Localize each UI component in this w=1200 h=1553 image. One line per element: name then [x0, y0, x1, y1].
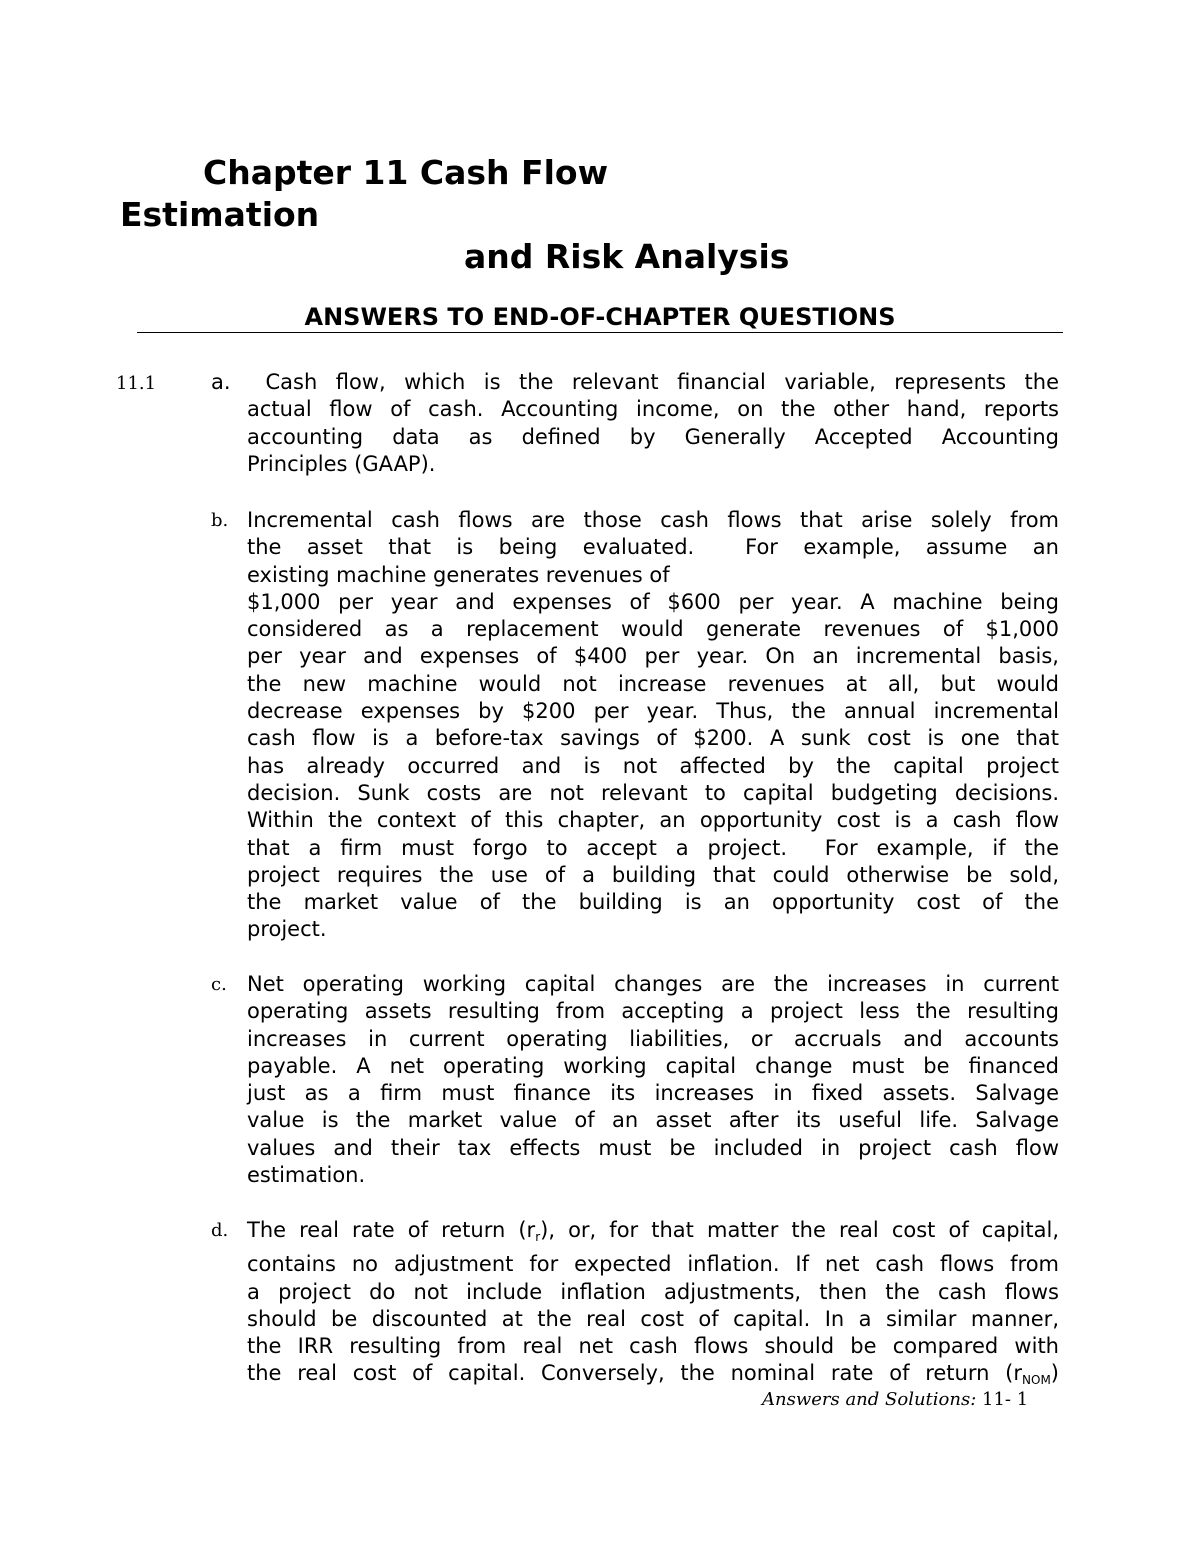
paragraph-line: cash flow is a before-tax savings of $200. A sunk cost is one that: [247, 726, 1059, 751]
paragraph-line: decrease expenses by $200 per year. Thus, the annual incremental: [247, 699, 1059, 724]
paragraph-line: considered as a replacement would generate revenues of $1,000: [247, 617, 1059, 642]
paragraph-line: Principles (GAAP).: [247, 451, 436, 476]
paragraph-line: project.: [247, 917, 327, 942]
question-number: 11.1: [116, 373, 157, 394]
answer-paragraph-a: [247, 369, 1059, 478]
paragraph-line: the market value of the building is an opportunity cost of the: [247, 890, 1059, 915]
chapter-title-line-2: Estimation: [120, 195, 320, 234]
paragraph-line: that a firm must forgo to accept a project. For example, if the: [247, 835, 1059, 860]
paragraph-line: per year and expenses of $400 per year. On an incremental basis,: [247, 644, 1059, 669]
paragraph-line: project requires the use of a building that could otherwise be sold,: [247, 862, 1059, 887]
line-text: the real cost of capital. Conversely, the nominal rate of return (r: [247, 1361, 1023, 1386]
answer-paragraph-b: [247, 507, 1059, 944]
line-text: ), or, for that matter the real cost of capital,: [540, 1218, 1059, 1242]
section-subheading: ANSWERS TO END-OF-CHAPTER QUESTIONS: [137, 302, 1063, 333]
chapter-title-line-3: and Risk Analysis: [464, 237, 790, 276]
answer-paragraph-c: [247, 971, 1059, 1189]
paragraph-line: $1,000 per year and expenses of $600 per year. A machine being: [247, 589, 1059, 614]
paragraph-line: estimation.: [247, 1163, 366, 1188]
paragraph-line: accounting data as defined by Generally Accepted Accounting: [247, 424, 1059, 449]
item-letter-b: b.: [211, 510, 229, 531]
paragraph-line: the new machine would not increase revenues at all, but would: [247, 671, 1059, 696]
subscript-nom: NOM: [1022, 1373, 1051, 1388]
paragraph-line: contains no adjustment for expected inflation. If net cash flows from: [247, 1252, 1059, 1277]
item-letter-d: d.: [211, 1220, 229, 1241]
paragraph-line: Cash flow, which is the relevant financial variable, represents the: [247, 370, 1059, 394]
line-text: ): [1050, 1361, 1059, 1386]
paragraph-line: the IRR resulting from real net cash flows should be compared with: [247, 1334, 1059, 1359]
line-text: The real rate of return (r: [247, 1218, 536, 1242]
subscript-r: r: [535, 1230, 541, 1244]
footer-label: Answers and Solutions:: [762, 1389, 977, 1410]
paragraph-line: value is the market value of an asset after its useful life. Salvage: [247, 1108, 1059, 1133]
paragraph-line: Net operating working capital changes are the increases in current: [247, 972, 1059, 996]
answer-paragraph-d: [247, 1217, 1059, 1395]
paragraph-line: should be discounted at the real cost of capital. In a similar manner,: [247, 1306, 1059, 1331]
paragraph-line: decision. Sunk costs are not relevant to capital budgeting decisions.: [247, 780, 1059, 805]
item-letter-a: a.: [211, 370, 231, 394]
paragraph-line: values and their tax effects must be included in project cash flow: [247, 1135, 1059, 1160]
paragraph-line: increases in current operating liabilities, or accruals and accounts: [247, 1026, 1059, 1051]
paragraph-line: payable. A net operating working capital change must be financed: [247, 1053, 1059, 1078]
paragraph-line: a project do not include inflation adjustments, then the cash flows: [247, 1279, 1059, 1304]
chapter-title-line-1: Chapter 11 Cash Flow: [203, 153, 609, 192]
item-letter-c: c.: [211, 974, 227, 995]
footer-page-number: 11- 1: [976, 1389, 1029, 1410]
paragraph-line: existing machine generates revenues of: [247, 562, 670, 587]
paragraph-line: just as a firm must finance its increases in fixed assets. Salvage: [247, 1081, 1059, 1106]
paragraph-line: Within the context of this chapter, an opportunity cost is a cash flow: [247, 808, 1059, 833]
paragraph-line: actual flow of cash. Accounting income, on the other hand, reports: [247, 397, 1059, 422]
paragraph-line: operating assets resulting from accepting a project less the resulting: [247, 999, 1059, 1024]
paragraph-line: has already occurred and is not affected by the capital project: [247, 753, 1059, 778]
paragraph-line: Incremental cash flows are those cash flows that arise solely from: [247, 508, 1059, 532]
paragraph-line: [247, 1217, 1059, 1251]
page-footer: [762, 1386, 1028, 1413]
paragraph-line: the asset that is being evaluated. For example, assume an: [247, 535, 1059, 560]
